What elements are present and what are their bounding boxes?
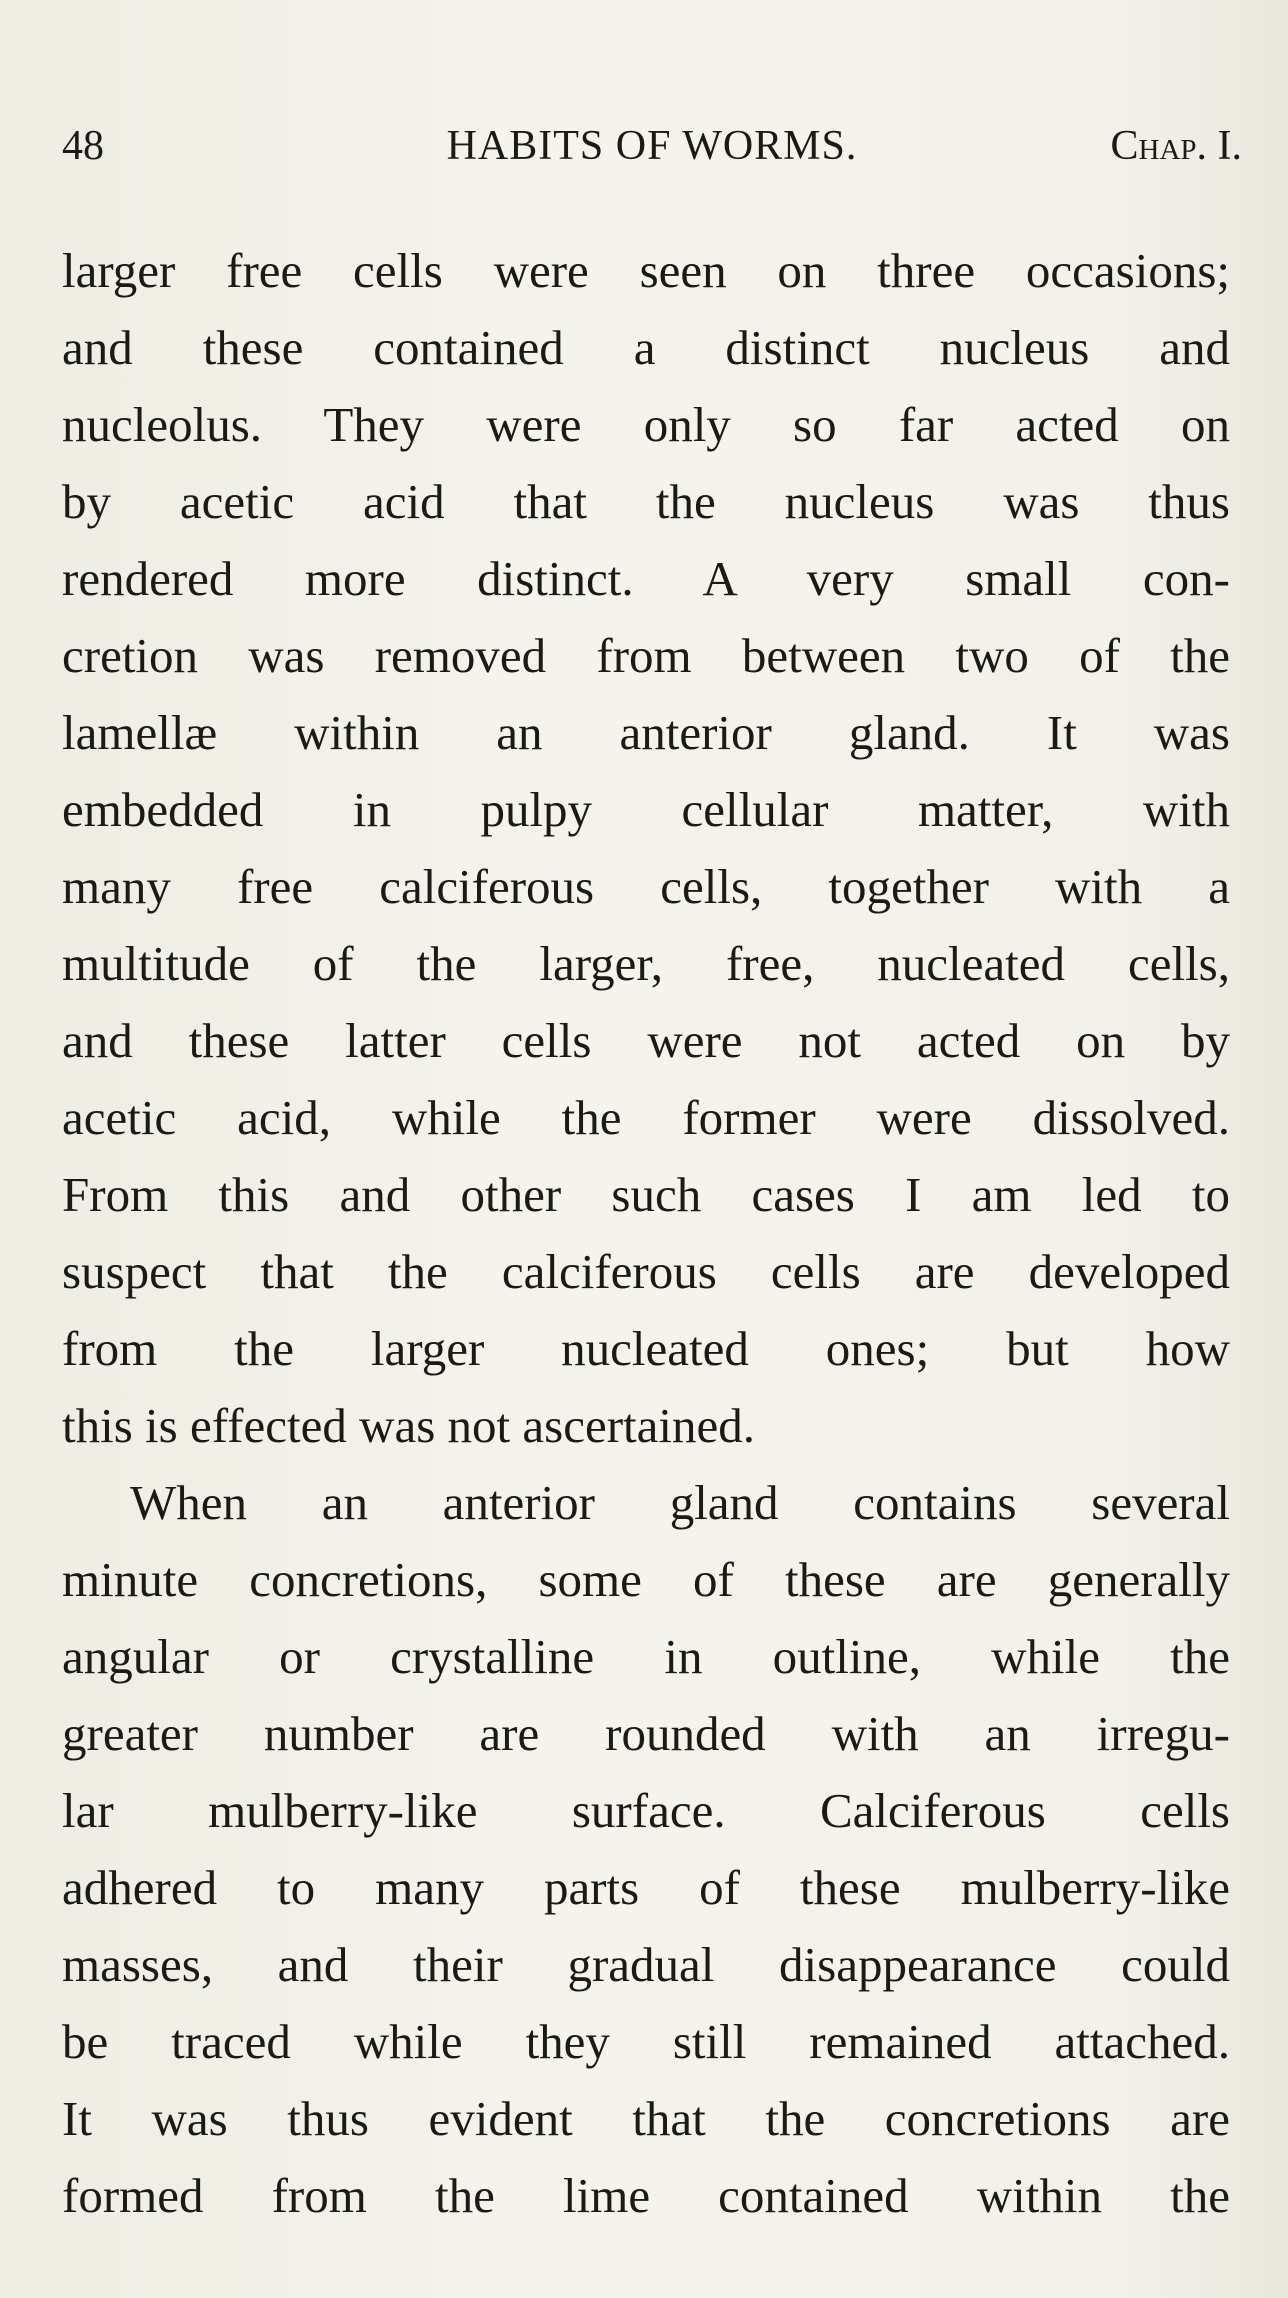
text-line: minute concretions, some of these are generally — [62, 1552, 1230, 1607]
text-line: masses, and their gradual disappearance could — [62, 1937, 1230, 1992]
page-number: 48 — [62, 123, 104, 169]
text-line: larger free cells were seen on three occasions; — [62, 243, 1230, 298]
paragraph-start-line: When an anterior gland contains several — [130, 1475, 1230, 1530]
text-line: nucleolus. They were only so far acted on — [62, 397, 1230, 452]
text-line: embedded in pulpy cellular matter, with — [62, 782, 1230, 837]
text-line: greater number are rounded with an irregu- — [62, 1706, 1230, 1761]
text-line: many free calciferous cells, together with a — [62, 859, 1230, 914]
text-line: From this and other such cases I am led to — [62, 1167, 1230, 1222]
text-line: adhered to many parts of these mulberry-like — [62, 1860, 1230, 1915]
text-line: lar mulberry-like surface. Calciferous cells — [62, 1783, 1230, 1838]
text-line: and these latter cells were not acted on by — [62, 1013, 1230, 1068]
text-line: rendered more distinct. A very small con- — [62, 551, 1230, 606]
page-header — [62, 118, 1242, 174]
text-line: lamellæ within an anterior gland. It was — [62, 705, 1230, 760]
text-line: formed from the lime contained within the — [62, 2168, 1230, 2223]
text-line: acetic acid, while the former were dissolved. — [62, 1090, 1230, 1145]
text-line: from the larger nucleated ones; but how — [62, 1321, 1230, 1376]
text-line: It was thus evident that the concretions are — [62, 2091, 1230, 2146]
running-title: HABITS OF WORMS. — [446, 123, 858, 169]
text-line: angular or crystalline in outline, while the — [62, 1629, 1230, 1684]
chapter-label: Chap. I. — [1110, 123, 1242, 169]
text-line: and these contained a distinct nucleus and — [62, 320, 1230, 375]
text-line: cretion was removed from between two of the — [62, 628, 1230, 683]
text-line: suspect that the calciferous cells are developed — [62, 1244, 1230, 1299]
paragraph-end-line: this is effected was not ascertained. — [62, 1398, 756, 1453]
text-line: by acetic acid that the nucleus was thus — [62, 474, 1230, 529]
text-line: be traced while they still remained attached. — [62, 2014, 1230, 2069]
text-line: multitude of the larger, free, nucleated cells, — [62, 936, 1230, 991]
body-text — [62, 232, 1230, 2234]
